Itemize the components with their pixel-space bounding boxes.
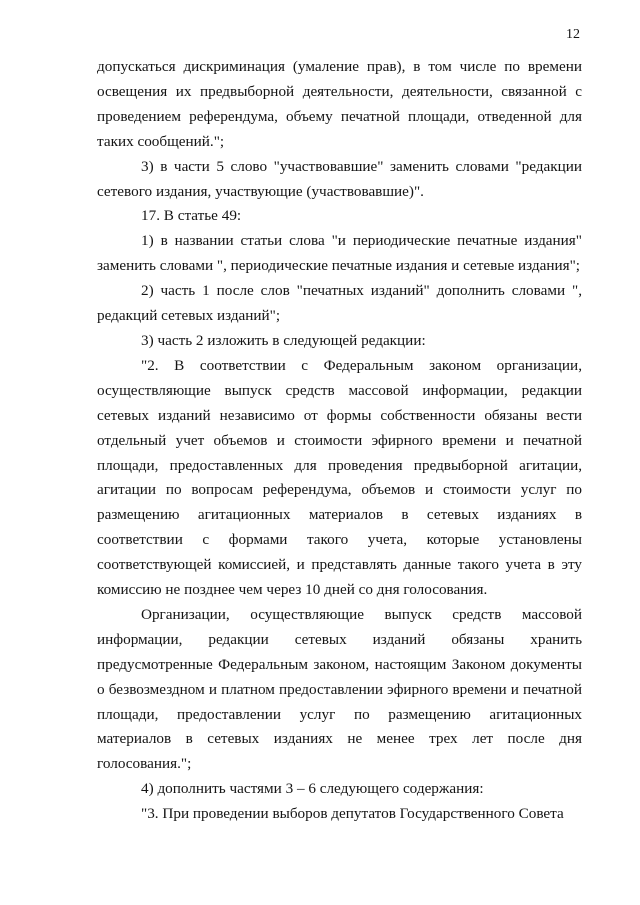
- paragraph-item-3-part-2: 3) часть 2 изложить в следующей редакции:: [141, 331, 426, 349]
- paragraph-item-1-title: 1) в названии статьи слова "и периодические печатные издания" заменить словами ", периодические печатные издания и сетевые издания";: [97, 232, 582, 275]
- paragraph-organizations-storage: Организации, осуществляющие выпуск средств массовой информации, редакции сетевых изданий обязаны хранить предусмотренные Федеральным законом, настоящим Законом документы о безвозмездном и платном предоставлении эфирного времени и печатной площади, предоставлении услуг по размещению агитационных материалов в сетевых изданиях не менее трех лет после дня голосования.";: [97, 605, 582, 773]
- paragraph-item-4-parts-3-6: 4) дополнить частями 3 – 6 следующего содержания:: [141, 780, 484, 798]
- paragraph-new-part-2: "2. В соответствии с Федеральным законом организации, осуществляющие выпуск средств массовой информации, редакции сетевых изданий независимо от формы собственности обязаны вести отдельный учет объемов и стоимости эфирного времени и печатной площади, предоставленных для проведения предвыборной агитации, агитации по вопросам референдума, объемов и стоимости услуг по размещению агитационных материалов в сетевых изданиях в соответствии с формами такого учета, которые установлены соответствующей комиссией, и представлять данные такого учета в эту комиссию не позднее чем через 10 дней со дня голосования.: [97, 356, 582, 599]
- paragraph-item-3-part-5: 3) в части 5 слово "участвовавшие" заменить словами "редакции сетевого издания, участвующие (участвовавшие)".: [97, 157, 582, 200]
- page-number: 12: [566, 27, 580, 42]
- document-body: [97, 55, 582, 827]
- paragraph-article-49-heading: 17. В статье 49:: [141, 207, 242, 225]
- paragraph-item-2-part-1: 2) часть 1 после слов "печатных изданий" дополнить словами ", редакций сетевых изданий";: [97, 282, 582, 325]
- paragraph-new-part-3: "3. При проведении выборов депутатов Государственного Совета: [141, 805, 564, 823]
- paragraph-continuation: допускаться дискриминация (умаление прав), в том числе по времени освещения их предвыборной деятельности, деятельности, связанной с проведением референдума, объему печатной площади, отведенной для таких сообщений.";: [97, 58, 582, 150]
